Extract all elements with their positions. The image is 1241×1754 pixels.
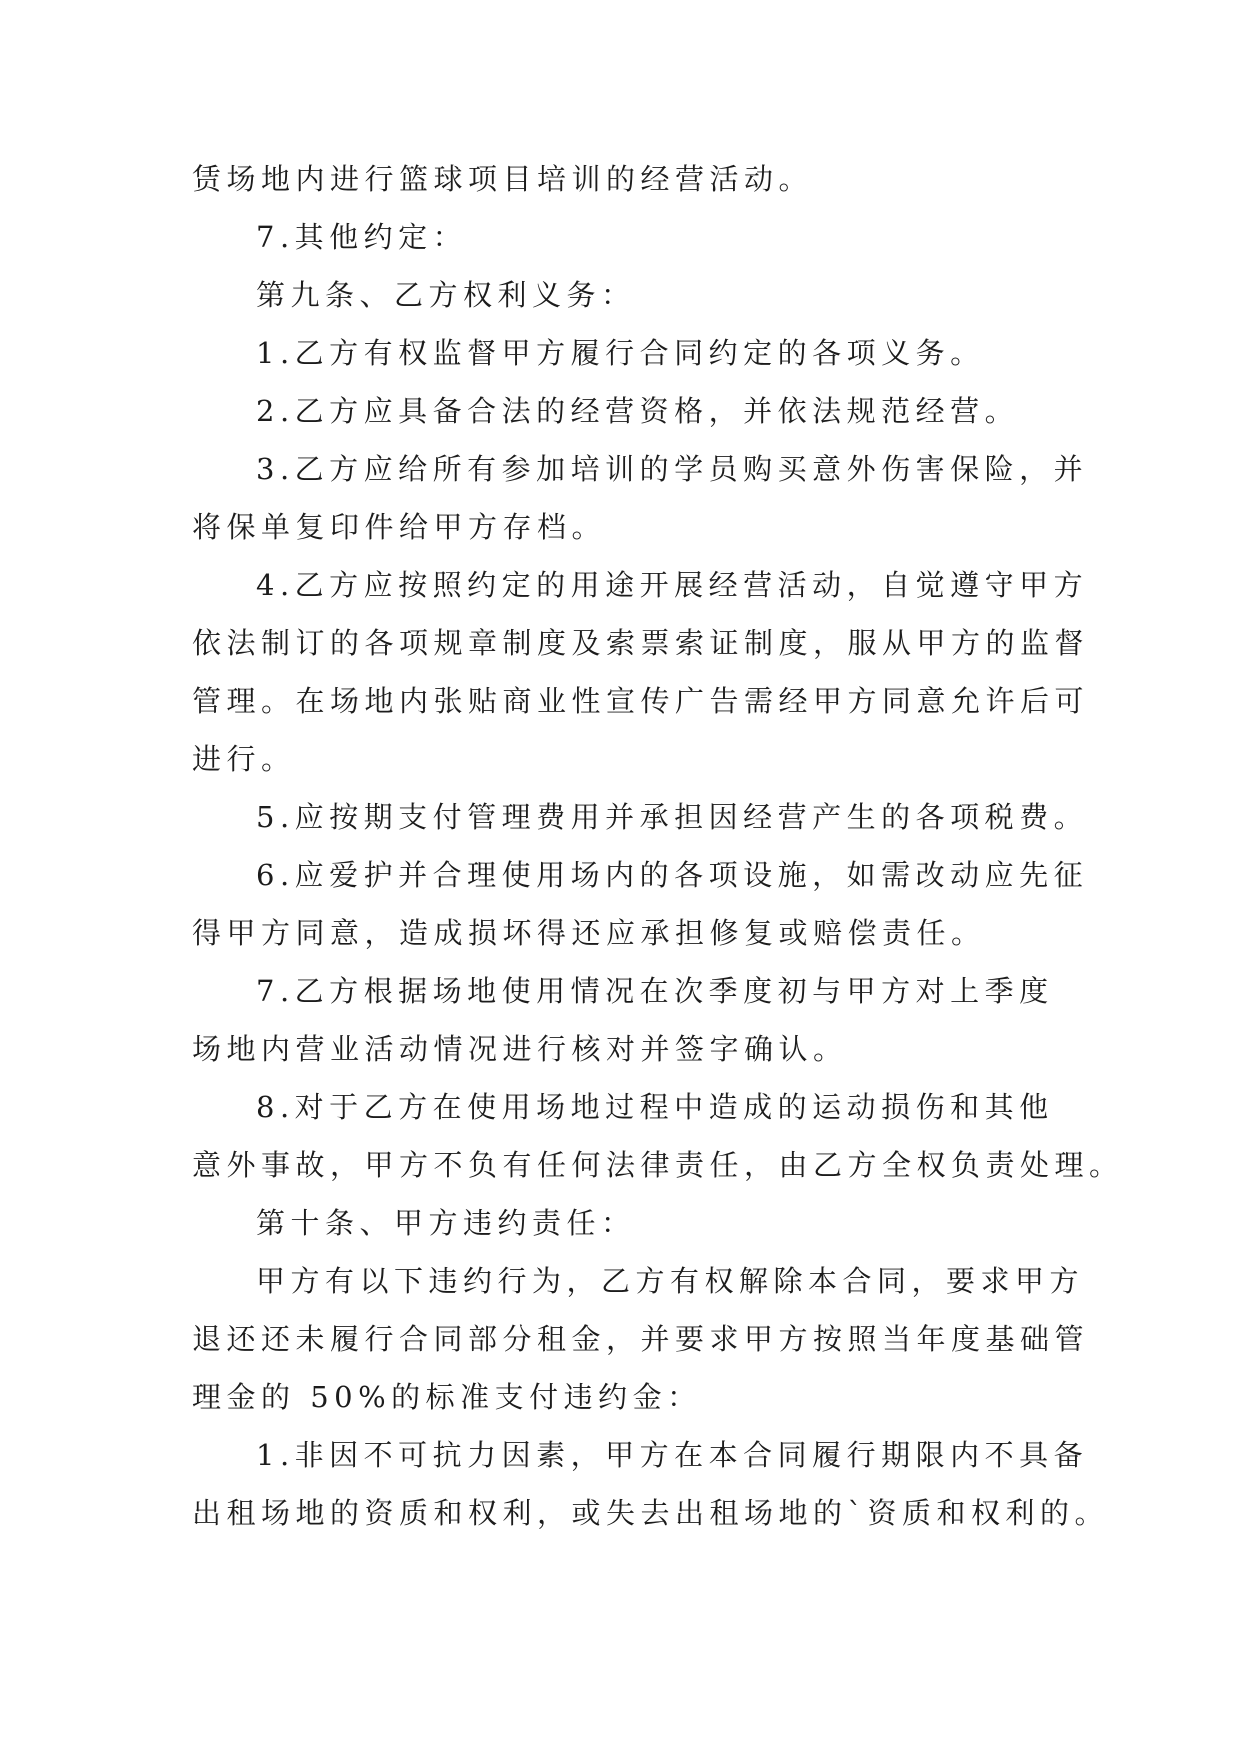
text-line: 1.乙方有权监督甲方履行合同约定的各项义务。 <box>256 336 985 370</box>
text-line: 8.对于乙方在使用场地过程中造成的运动损伤和其他 <box>256 1090 1054 1124</box>
text-line: 场地内营业活动情况进行核对并签字确认。 <box>192 1032 848 1066</box>
text-line: 赁场地内进行篮球项目培训的经营活动。 <box>192 162 814 196</box>
text-line: 6.应爱护并合理使用场内的各项设施，如需改动应先征 <box>256 858 1089 892</box>
text-line: 依法制订的各项规章制度及索票索证制度，服从甲方的监督 <box>192 626 1090 660</box>
text-line: 1.非因不可抗力因素，甲方在本合同履行期限内不具备 <box>256 1438 1089 1472</box>
text-line: 4.乙方应按照约定的用途开展经营活动，自觉遵守甲方 <box>256 568 1089 602</box>
text-line: 5.应按期支付管理费用并承担因经营产生的各项税费。 <box>256 800 1089 834</box>
text-line: 管理。在场地内张贴商业性宣传广告需经甲方同意允许后可 <box>192 684 1090 718</box>
text-line: 3.乙方应给所有参加培训的学员购买意外伤害保险，并 <box>256 452 1089 486</box>
text-line: 2.乙方应具备合法的经营资格，并依法规范经营。 <box>256 394 1020 428</box>
text-line: 甲方有以下违约行为，乙方有权解除本合同，要求甲方 <box>256 1264 1085 1298</box>
text-line: 理金的 50%的标准支付违约金： <box>192 1380 702 1414</box>
text-line: 意外事故，甲方不负有任何法律责任，由乙方全权负责处理。 <box>192 1148 1124 1182</box>
document-page <box>192 150 1124 1542</box>
text-line: 进行。 <box>192 742 296 776</box>
text-line: 退还还未履行合同部分租金，并要求甲方按照当年度基础管 <box>192 1322 1090 1356</box>
text-line: 出租场地的资质和权利，或失去出租场地的`资质和权利的。 <box>192 1496 1110 1530</box>
text-line: 7.其他约定： <box>256 220 468 254</box>
text-line: 将保单复印件给甲方存档。 <box>192 510 607 544</box>
text-line: 7.乙方根据场地使用情况在次季度初与甲方对上季度 <box>256 974 1054 1008</box>
section-heading: 第十条、甲方违约责任： <box>256 1206 636 1240</box>
section-heading: 第九条、乙方权利义务： <box>256 278 636 312</box>
text-line: 得甲方同意，造成损坏得还应承担修复或赔偿责任。 <box>192 916 986 950</box>
